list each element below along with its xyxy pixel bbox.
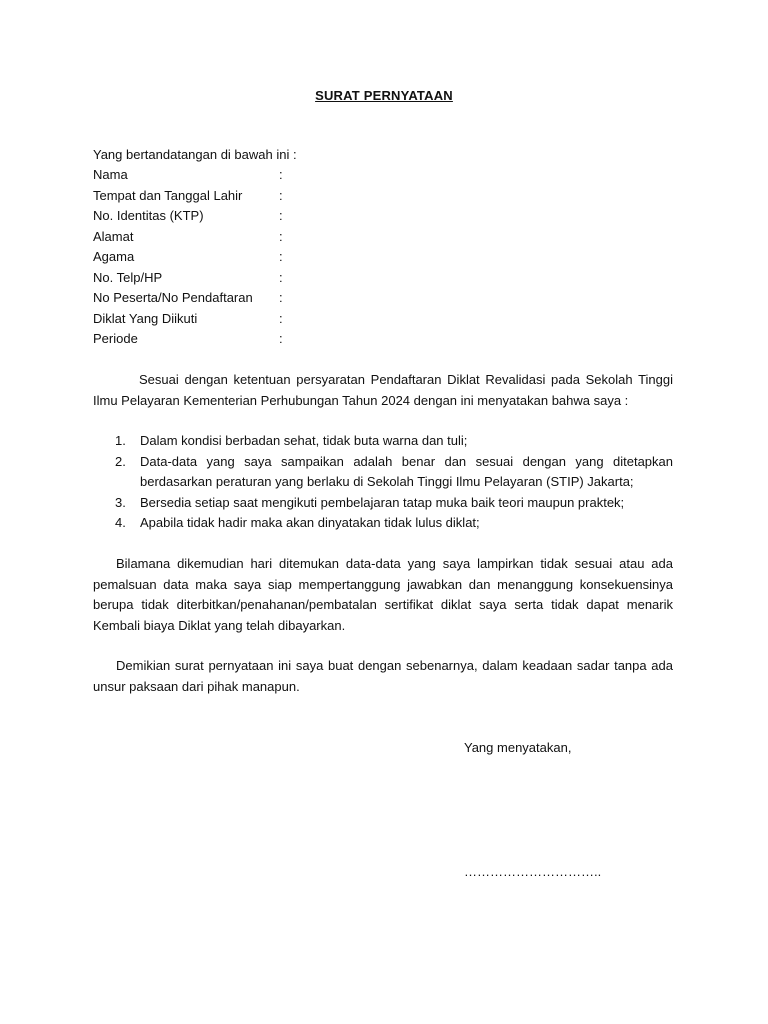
list-item — [93, 452, 673, 493]
intro-text: Yang bertandatangan di bawah ini : — [93, 147, 297, 162]
list-item — [93, 493, 673, 514]
consequence-paragraph-text: Bilamana dikemudian hari ditemukan data-data yang saya lampirkan tidak sesuai atau ada pemalsuan data maka saya siap mempertanggung jawabkan dan menanggung konsekuensinya berupa tidak diterbitkan/penahanan/pembatalan sertifikat diklat saya serta tidak dapat menarik Kembali biaya Diklat yang telah dibayarkan. — [93, 556, 673, 633]
list-item — [93, 513, 673, 534]
list-item-text: Bersedia setiap saat mengikuti pembelajaran tatap muka baik teori maupun praktek; — [140, 494, 625, 510]
list-item-text: Data-data yang saya sampaikan adalah benar dan sesuai dengan yang ditetapkan berdasarkan peraturan yang berlaku di Sekolah Tinggi Ilmu Pelayaran (STIP) Jakarta; — [140, 453, 673, 489]
field-label: No. Telp/HP — [93, 269, 163, 285]
field-row-no-telp — [93, 268, 393, 289]
field-label: No. Identitas (KTP) — [93, 208, 204, 223]
field-row-agama — [93, 247, 393, 268]
field-label: Tempat dan Tanggal Lahir — [93, 187, 243, 203]
consequence-paragraph — [93, 554, 673, 636]
field-row-diklat — [93, 309, 393, 330]
identity-fields — [93, 165, 393, 350]
closing-paragraph-text: Demikian surat pernyataan ini saya buat dengan sebenarnya, dalam keadaan sadar tanpa ada unsur paksaan dari pihak manapun. — [93, 658, 673, 694]
field-label: Periode — [93, 331, 138, 346]
field-colon: : — [279, 310, 283, 326]
list-item — [93, 431, 673, 452]
statement-paragraph — [93, 370, 673, 411]
field-row-no-identitas — [93, 206, 393, 227]
list-item-text: Apabila tidak hadir maka akan dinyatakan tidak lulus diklat; — [140, 515, 480, 530]
field-colon: : — [279, 290, 283, 305]
field-label: Nama — [93, 167, 128, 182]
statement-paragraph-text: Sesuai dengan ketentuan persyaratan Pendaftaran Diklat Revalidasi pada Sekolah Tinggi Ilmu Pelayaran Kementerian Perhubungan Tahun 2024 dengan ini menyatakan bahwa saya : — [93, 372, 673, 408]
field-colon: : — [279, 228, 283, 244]
field-colon: : — [279, 208, 283, 223]
list-item-number: 3. — [115, 494, 126, 510]
field-row-nama — [93, 165, 393, 186]
document-title: SURAT PERNYATAAN — [315, 88, 453, 103]
signature-line: ………………………….. — [464, 864, 602, 879]
closing-paragraph — [93, 656, 673, 697]
list-item-text: Dalam kondisi berbadan sehat, tidak buta warna dan tuli; — [140, 433, 468, 448]
field-row-tempat-tanggal-lahir — [93, 186, 393, 207]
statement-list — [93, 431, 673, 534]
field-row-no-peserta — [93, 288, 393, 309]
field-label: Agama — [93, 249, 135, 264]
field-colon: : — [279, 269, 283, 285]
field-label: Alamat — [93, 228, 134, 244]
field-colon: : — [279, 331, 283, 346]
list-item-number: 4. — [115, 515, 126, 530]
list-item-number: 1. — [115, 433, 126, 448]
signature-label: Yang menyatakan, — [464, 740, 572, 755]
field-label: No Peserta/No Pendaftaran — [93, 290, 253, 305]
field-colon: : — [279, 167, 283, 182]
list-item-number: 2. — [115, 453, 126, 469]
field-row-periode — [93, 329, 393, 350]
field-colon: : — [279, 187, 283, 203]
field-label: Diklat Yang Diikuti — [93, 310, 198, 326]
field-colon: : — [279, 249, 283, 264]
field-row-alamat — [93, 227, 393, 248]
